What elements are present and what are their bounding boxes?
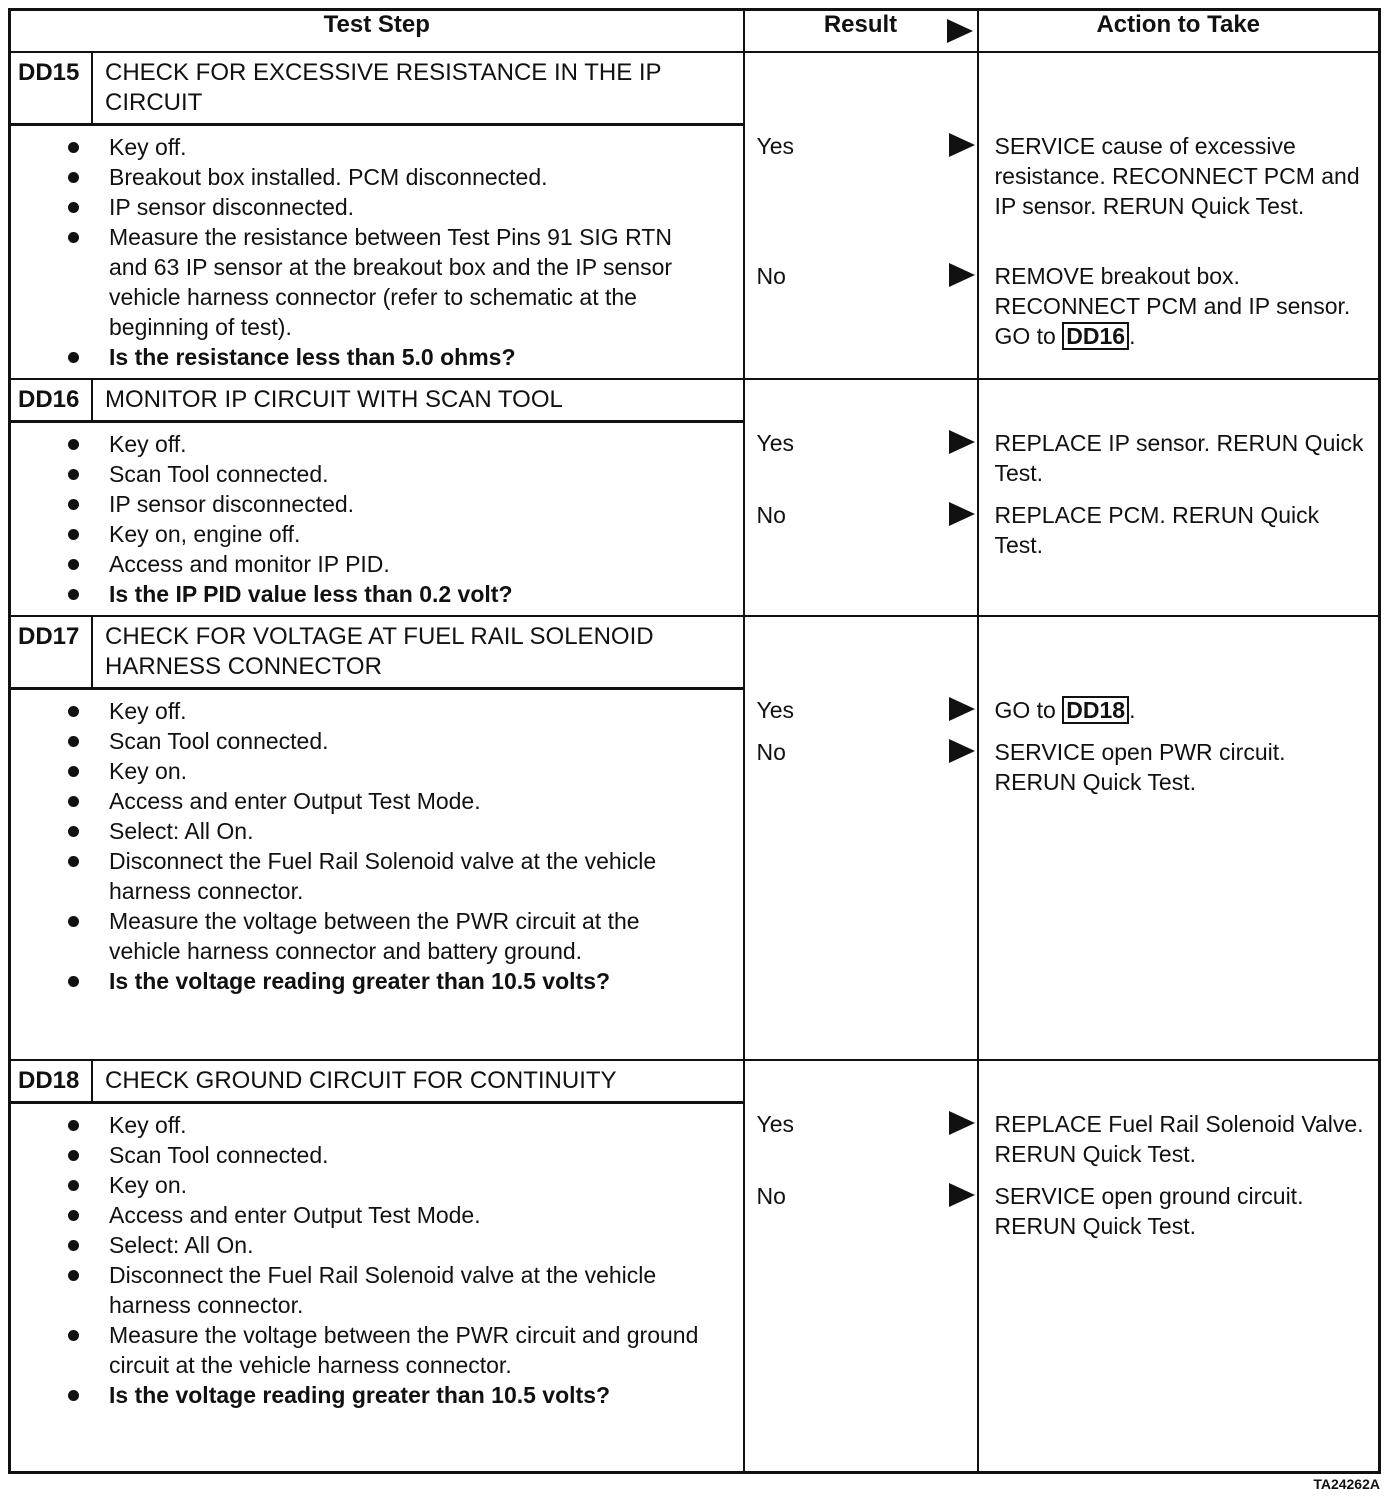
list-item: Measure the voltage between the PWR circuit at the vehicle harness connector and battery ground.: [109, 906, 707, 966]
result-header: [744, 10, 978, 53]
action-text: REMOVE breakout box. RECONNECT PCM and IP sensor. GO to: [994, 263, 1351, 349]
diagnostic-table: [8, 8, 1381, 1474]
list-item: Key on.: [109, 756, 707, 786]
action-text: GO to: [994, 697, 1063, 723]
step-title: CHECK FOR EXCESSIVE RESISTANCE IN THE IP CIRCUIT: [105, 59, 662, 116]
step-id: DD18: [11, 1061, 93, 1101]
list-item: Key off.: [109, 429, 707, 459]
action-yes: [995, 695, 1369, 725]
list-item: Disconnect the Fuel Rail Solenoid valve at the vehicle harness connector.: [109, 846, 707, 906]
step-items: [11, 126, 743, 378]
list-item: Scan Tool connected.: [109, 726, 707, 756]
arrow-right-icon: [949, 1183, 975, 1207]
step-title: CHECK FOR VOLTAGE AT FUEL RAIL SOLENOID HARNESS CONNECTOR: [105, 623, 654, 680]
list-item: Scan Tool connected.: [109, 459, 707, 489]
result-no: No: [756, 502, 786, 528]
action-no: REPLACE PCM. RERUN Quick Test.: [994, 502, 1320, 558]
list-item: Select: All On.: [109, 1230, 707, 1260]
result-no: No: [756, 739, 786, 765]
figure-id: TA24262A: [1313, 1476, 1380, 1492]
action-no: SERVICE open PWR circuit. RERUN Quick Test.: [994, 739, 1286, 795]
list-item: Key off.: [109, 696, 707, 726]
list-item: Key on.: [109, 1170, 707, 1200]
step-cell-dd17: [10, 616, 744, 1060]
result-yes: Yes: [756, 133, 795, 159]
result-cell-dd15: [744, 52, 978, 379]
list-item-question: Is the voltage reading greater than 10.5 volts?: [109, 966, 707, 996]
step-title: CHECK GROUND CIRCUIT FOR CONTINUITY: [105, 1067, 617, 1094]
list-item: Key off.: [109, 1110, 707, 1140]
result-cell-dd18: [744, 1060, 978, 1472]
arrow-right-icon: [949, 739, 975, 763]
list-item: Select: All On.: [109, 816, 707, 846]
result-no: No: [756, 263, 786, 289]
action-cell-dd15: [978, 52, 1380, 379]
action-header: Action to Take: [978, 10, 1380, 53]
list-item: Access and monitor IP PID.: [109, 549, 707, 579]
list-item: Access and enter Output Test Mode.: [109, 786, 707, 816]
list-item: Scan Tool connected.: [109, 1140, 707, 1170]
step-row-dd15: [10, 52, 1380, 379]
step-row-dd18: [10, 1060, 1380, 1472]
step-cell-dd15: [10, 52, 744, 379]
step-heading: [11, 617, 743, 690]
step-id: DD16: [11, 380, 93, 420]
step-reference-link[interactable]: DD16: [1062, 322, 1129, 350]
arrow-right-icon: [949, 502, 975, 526]
action-cell-dd16: [978, 379, 1380, 616]
list-item: IP sensor disconnected.: [109, 489, 707, 519]
test-step-header: Test Step: [10, 10, 744, 53]
step-reference-link[interactable]: DD18: [1062, 696, 1129, 724]
arrow-right-icon: [949, 133, 975, 157]
result-yes: Yes: [756, 697, 795, 723]
arrow-right-icon: [949, 263, 975, 287]
step-id: DD15: [11, 53, 93, 123]
result-yes: Yes: [756, 430, 795, 456]
action-no: SERVICE open ground circuit. RERUN Quick Test.: [994, 1183, 1304, 1239]
arrow-right-icon: [949, 430, 975, 454]
arrow-right-icon: [949, 697, 975, 721]
action-cell-dd18: [978, 1060, 1380, 1472]
action-yes: SERVICE cause of excessive resistance. RECONNECT PCM and IP sensor. RERUN Quick Test.: [994, 133, 1360, 219]
list-item: Access and enter Output Test Mode.: [109, 1200, 707, 1230]
arrow-right-icon: [947, 19, 973, 43]
result-cell-dd16: [744, 379, 978, 616]
step-items: [11, 423, 743, 615]
step-cell-dd18: [10, 1060, 744, 1472]
step-items: [11, 690, 743, 1002]
step-cell-dd16: [10, 379, 744, 616]
step-items: [11, 1104, 743, 1416]
arrow-right-icon: [949, 1111, 975, 1135]
diagnostic-page: [8, 8, 1378, 1474]
list-item: Key off.: [109, 132, 707, 162]
result-header-label: Result: [823, 11, 898, 38]
action-text-end: .: [1129, 697, 1136, 723]
step-heading: [11, 380, 743, 423]
action-no: [995, 261, 1369, 351]
action-yes: REPLACE IP sensor. RERUN Quick Test.: [994, 430, 1364, 486]
action-text-end: .: [1129, 323, 1136, 349]
result-no: No: [756, 1183, 786, 1209]
list-item-question: Is the IP PID value less than 0.2 volt?: [109, 579, 707, 609]
list-item: Measure the resistance between Test Pins 91 SIG RTN and 63 IP sensor at the breakout box and the IP sensor vehicle harness connector (refer to schematic at the beginning of test).: [109, 222, 707, 342]
step-row-dd17: [10, 616, 1380, 1060]
list-item: IP sensor disconnected.: [109, 192, 707, 222]
step-id: DD17: [11, 617, 93, 687]
list-item: Measure the voltage between the PWR circuit and ground circuit at the vehicle harness connector.: [109, 1320, 707, 1380]
step-row-dd16: [10, 379, 1380, 616]
step-heading: [11, 53, 743, 126]
table-header-row: [10, 10, 1380, 53]
result-cell-dd17: [744, 616, 978, 1060]
list-item: Disconnect the Fuel Rail Solenoid valve at the vehicle harness connector.: [109, 1260, 707, 1320]
list-item: Breakout box installed. PCM disconnected.: [109, 162, 707, 192]
step-title: MONITOR IP CIRCUIT WITH SCAN TOOL: [105, 386, 563, 413]
action-cell-dd17: [978, 616, 1380, 1060]
result-yes: Yes: [756, 1111, 795, 1137]
action-yes: REPLACE Fuel Rail Solenoid Valve. RERUN Quick Test.: [994, 1111, 1364, 1167]
step-heading: [11, 1061, 743, 1104]
list-item-question: Is the resistance less than 5.0 ohms?: [109, 342, 707, 372]
list-item: Key on, engine off.: [109, 519, 707, 549]
list-item-question: Is the voltage reading greater than 10.5 volts?: [109, 1380, 707, 1410]
